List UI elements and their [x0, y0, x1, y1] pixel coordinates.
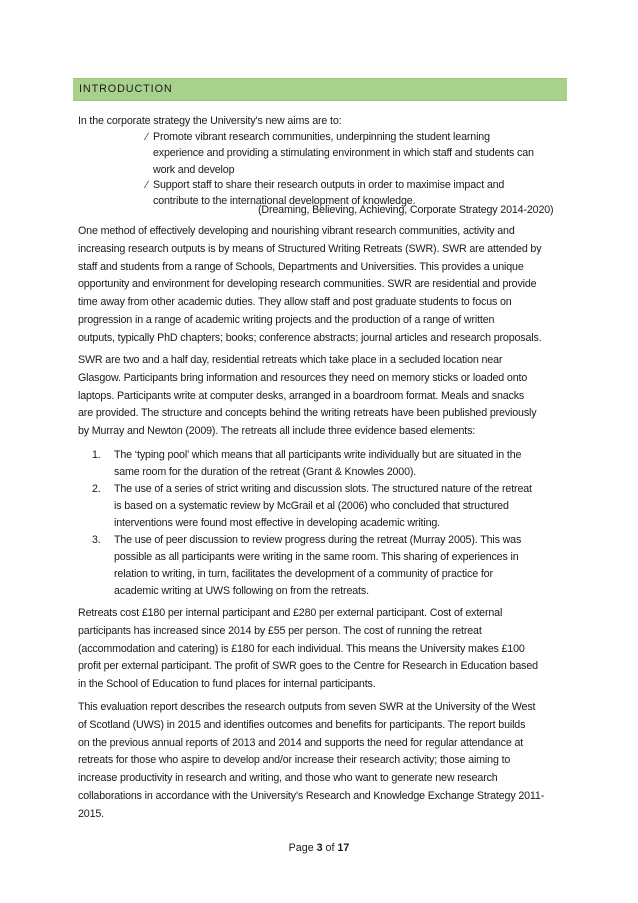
list-number: 3.	[92, 534, 101, 546]
numbered-item-2	[78, 481, 568, 533]
paragraph-line: (accommodation and catering) is £180 for each individual. This means the University makes £100	[78, 642, 525, 655]
footer-of: of	[322, 842, 338, 854]
list-number: 2.	[92, 483, 101, 495]
section-heading-bar	[73, 78, 567, 101]
paragraph-line: progression in a range of academic writing projects and the production of a range of written	[78, 313, 495, 326]
paragraph-line: collaborations in accordance with the University's Research and Knowledge Exchange Strategy 2011-	[78, 789, 545, 802]
strategy-bullet-1	[78, 129, 568, 179]
bullet-line: contribute to the international development of knowledge.	[153, 195, 416, 208]
paragraph-line: profit per external participant. The profit of SWR goes to the Centre for Research in Education based	[78, 660, 538, 673]
paragraph-line: outputs, typically PhD chapters; books; conference abstracts; journal articles and research proposals.	[78, 331, 542, 344]
paragraph-line: of Scotland (UWS) in 2015 and identifies outcomes and benefits for participants. The report builds	[78, 718, 526, 731]
paragraph-line: increasing research outputs is by means of Structured Writing Retreats (SWR). SWR are attended by	[78, 242, 542, 255]
list-line: academic writing at UWS following on from the retreats.	[114, 585, 369, 597]
paragraph-4	[78, 699, 568, 824]
paragraph-2	[78, 352, 568, 441]
list-line: interventions were found most effective in developing academic writing.	[114, 517, 440, 529]
list-line: same room for the duration of the retreat (Grant & Knowles 2000).	[114, 466, 417, 478]
paragraph-1	[78, 223, 568, 348]
paragraph-line: opportunity and environment for developing research communities. SWR are residential and provide	[78, 278, 537, 291]
paragraph-line: This evaluation report describes the research outputs from seven SWR at the University of the West	[78, 701, 536, 713]
bullet-line: work and develop	[153, 163, 235, 176]
paragraph-line: Glasgow. Participants bring information and resources they need on memory sticks or loaded onto	[78, 371, 528, 384]
paragraph-line: in the School of Education to fund places for internal participants.	[78, 678, 376, 691]
footer-current-page: 3	[316, 842, 323, 854]
list-number: 1.	[92, 449, 101, 461]
strategy-citation: (Dreaming, Believing, Achieving, Corporate Strategy 2014-2020)	[258, 204, 554, 216]
paragraph-line: by Murray and Newton (2009). The retreats all include three evidence based elements:	[78, 425, 476, 438]
paragraph-line: staff and students from a range of Schools, Departments and Universities. This provides a unique	[78, 260, 524, 273]
paragraph-line: retreats for those who aspire to develop and/or increase their research activity; those aiming to	[78, 754, 511, 767]
paragraph-line: time away from other academic duties. They allow staff and post graduate students to focus on	[78, 296, 512, 309]
list-line: possible as all participants were writing in the same room. This sharing of experiences in	[114, 551, 519, 563]
paragraph-line: Retreats cost £180 per internal participant and £280 per external participant. Cost of external	[78, 607, 503, 619]
paragraph-line: increase productivity in research and writing, and those who want to generate new research	[78, 772, 498, 785]
bullet-line: experience and providing a stimulating environment in which staff and students can	[153, 147, 534, 160]
slash-bullet-icon: ∕	[146, 179, 148, 191]
paragraph-3	[78, 605, 568, 694]
footer-total-pages: 17	[337, 842, 350, 854]
paragraph-line: One method of effectively developing and nourishing vibrant research communities, activity and	[78, 225, 515, 237]
paragraph-line: SWR are two and a half day, residential retreats which take place in a secluded location near	[78, 354, 503, 366]
section-heading: INTRODUCTION	[79, 83, 173, 95]
page-footer	[0, 842, 638, 854]
list-line: The use of peer discussion to review progress during the retreat (Murray 2005). This was	[114, 534, 522, 546]
list-line: is based on a systematic review by McGrail et al (2006) who concluded that structured	[114, 500, 509, 512]
slash-bullet-icon: ∕	[146, 131, 148, 143]
list-line: relation to writing, in turn, facilitates the development of a community of practice for	[114, 568, 493, 580]
strategy-intro-line: In the corporate strategy the University's new aims are to:	[78, 115, 342, 127]
footer-prefix: Page	[288, 842, 317, 854]
paragraph-line: 2015.	[78, 807, 104, 820]
paragraph-line: are provided. The structure and concepts behind the writing retreats have been published previously	[78, 407, 537, 420]
bullet-line: Promote vibrant research communities, underpinning the student learning	[153, 131, 490, 143]
bullet-line: Support staff to share their research outputs in order to maximise impact and	[153, 179, 505, 191]
paragraph-line: participants has increased since 2014 by £55 per person. The cost of running the retreat	[78, 624, 482, 637]
strategy-intro	[78, 113, 568, 129]
paragraph-line: laptops. Participants write at computer desks, arranged in a boardroom format. Meals and snacks	[78, 389, 525, 402]
numbered-item-3	[78, 532, 568, 602]
list-line: The ‘typing pool’ which means that all participants write individually but are situated in the	[114, 449, 522, 461]
numbered-item-1	[78, 447, 568, 483]
paragraph-line: on the previous annual reports of 2013 and 2014 and supports the need for regular attendance at	[78, 736, 524, 749]
list-line: The use of a series of strict writing and discussion slots. The structured nature of the retreat	[114, 483, 532, 495]
